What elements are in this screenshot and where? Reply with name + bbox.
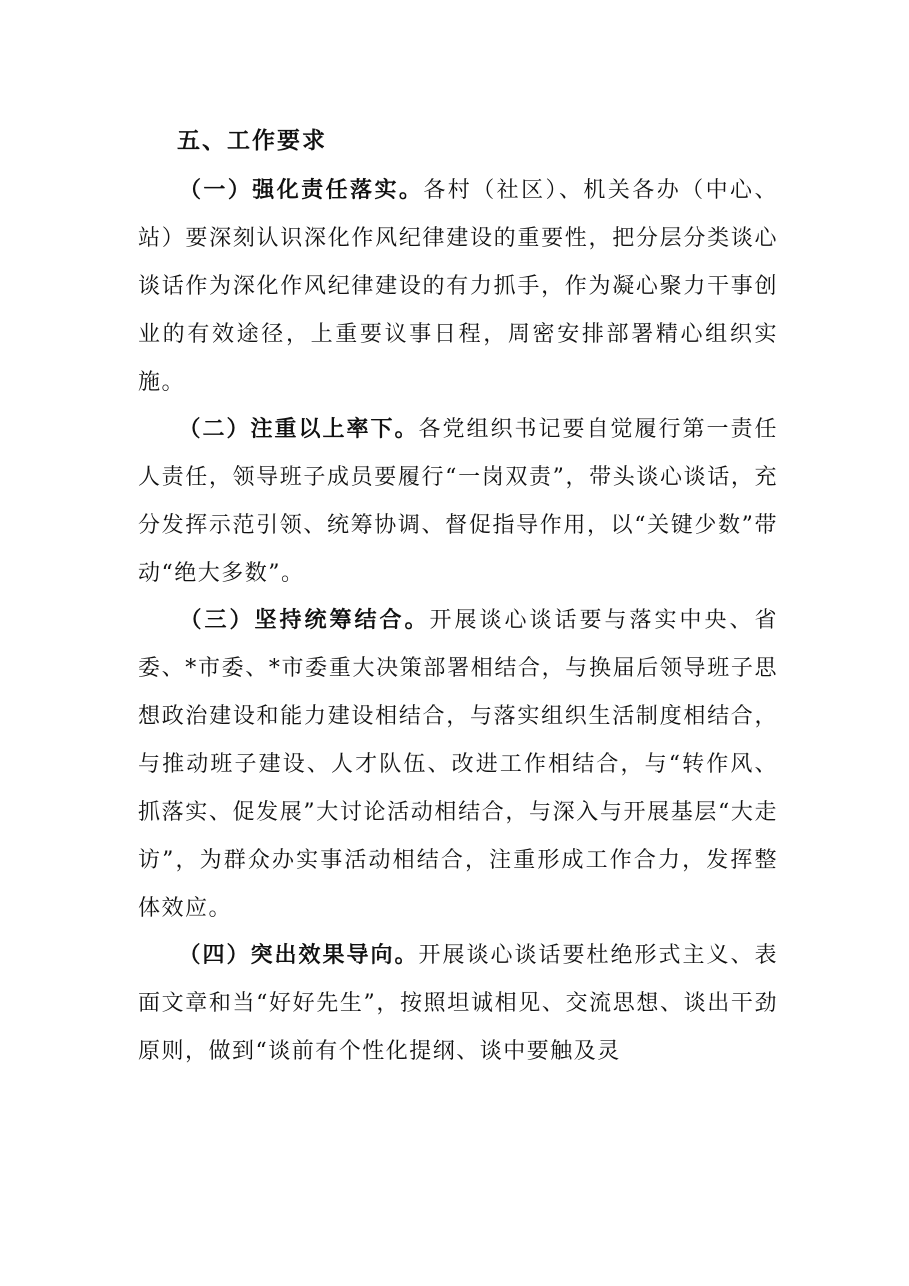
paragraph-body: 各党组织书记要自觉履行第一责任人责任，领导班子成员要履行“一岗双责”，带头谈心谈话，充分发挥示范引领、统筹协调、督促指导作用，以“关键少数”带动“绝大多数”。 (138, 417, 778, 586)
paragraph-lead: （四）突出效果导向。 (178, 942, 419, 968)
section-heading: 五、工作要求 (177, 127, 327, 154)
paragraph-coordination (138, 596, 778, 933)
paragraph-body: 各村（社区）、机关各办（中心、站）要深刻认识深化作风纪律建设的重要性，把分层分类谈心谈话作为深化作风纪律建设的有力抓手，作为凝心聚力干事创业的有效途径，上重要议事日程，周密安排部署精心组织实施。 (138, 178, 778, 395)
paragraph-lead: （一）强化责任落实。 (178, 177, 424, 203)
paragraph-results (138, 931, 778, 1076)
paragraph-lead: （二）注重以上率下。 (178, 416, 419, 442)
paragraph-leadership (138, 405, 778, 598)
paragraph-body: 开展谈心谈话要与落实中央、省委、*市委、*市委重大决策部署相结合，与换届后领导班子思想政治建设和能力建设相结合，与落实组织生活制度相结合，与推动班子建设、人才队伍、改进工作相结合，与“转作风、抓落实、促发展”大讨论活动相结合，与深入与开展基层“大走访”，为群众办实事活动相结合，注重形成工作合力，发挥整体效应。 (138, 608, 778, 921)
paragraph-body: 开展谈心谈话要杜绝形式主义、表面文章和当“好好先生”，按照坦诚相见、交流思想、谈出干劲原则，做到“谈前有个性化提纲、谈中要触及灵 (138, 943, 778, 1064)
paragraph-responsibility (138, 166, 778, 407)
paragraph-lead: （三）坚持统筹结合。 (178, 607, 430, 633)
